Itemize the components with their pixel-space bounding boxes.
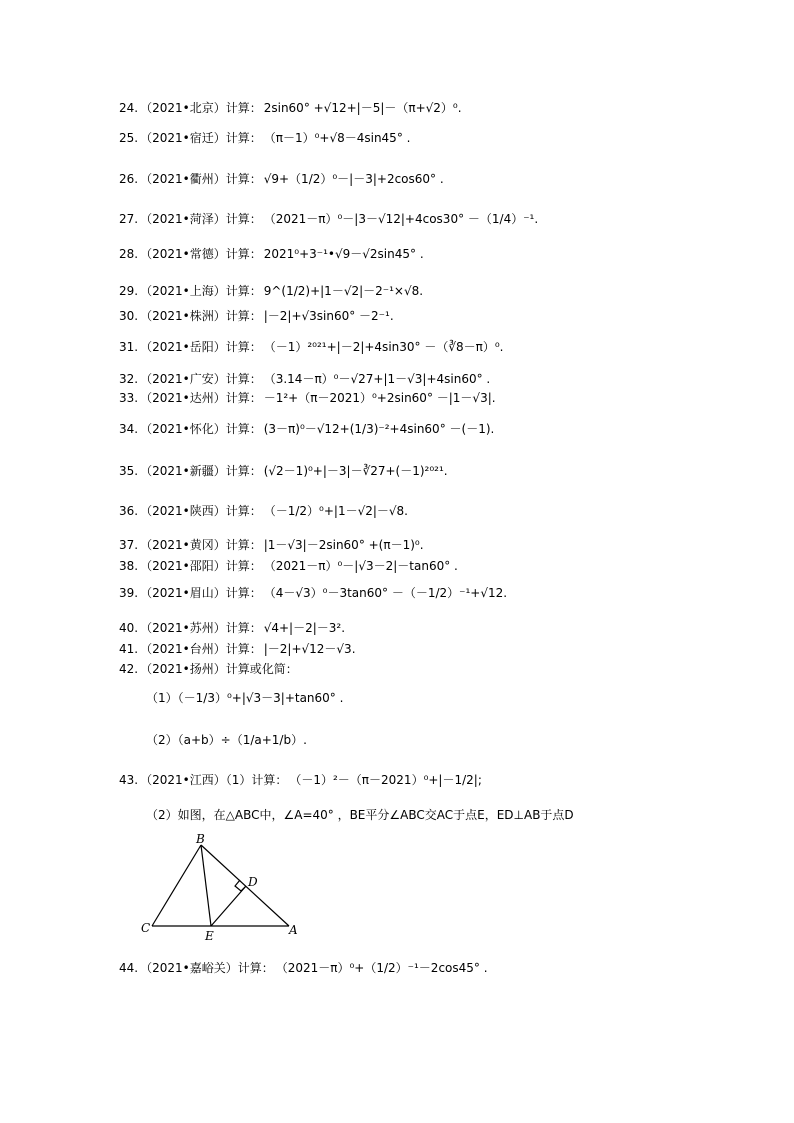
problem-number: 26.	[119, 172, 139, 186]
problem-number: 25.	[119, 131, 139, 145]
problem-source: （2021•江西）（1）计算：	[140, 773, 288, 787]
problem-source: （2021•上海）计算：	[140, 284, 262, 298]
problem-expression: （4－√3）⁰－3tan60° －（－1/2）⁻¹+√12.	[263, 586, 508, 600]
problem-37	[119, 537, 424, 553]
problem-43-part-2: （2）如图，在△ABC中，∠A=40° ，BE平分∠ABC交AC于点E，ED⊥AB于点D	[146, 808, 574, 822]
triangle-figure	[138, 832, 308, 944]
problem-source: （2021•达州）计算：	[140, 391, 262, 405]
problem-29	[119, 283, 423, 299]
problem-expression: （2021－π）⁰－|√3－2|－tan60° .	[263, 559, 458, 573]
problem-source: （2021•岳阳）计算：	[140, 340, 262, 354]
problem-39	[119, 585, 507, 601]
problem-34	[119, 421, 494, 437]
problem-source: （2021•眉山）计算：	[140, 586, 262, 600]
problem-source: （2021•常德）计算：	[140, 247, 262, 261]
problem-24	[119, 100, 462, 116]
problem-32	[119, 371, 490, 387]
problem-number: 34.	[119, 422, 139, 436]
problem-source: （2021•菏泽）计算：	[140, 212, 262, 226]
problem-source: （2021•邵阳）计算：	[140, 559, 262, 573]
problem-source: （2021•苏州）计算：	[140, 621, 262, 635]
label-d: D	[248, 875, 258, 889]
problem-expression: |1－√3|－2sin60° +(π－1)⁰.	[263, 538, 424, 552]
problem-number: 42.	[119, 662, 139, 676]
problem-expression: （－1/2）⁰+|1－√2|－√8.	[263, 504, 408, 518]
problem-number: 39.	[119, 586, 139, 600]
label-c: C	[141, 921, 151, 935]
problem-expression: |－2|+√12－√3.	[263, 642, 356, 656]
problem-number: 38.	[119, 559, 139, 573]
problem-expression: (√2－1)⁰+|－3|－∛27+(－1)²⁰²¹.	[263, 464, 448, 478]
segment-be	[201, 845, 211, 926]
segment-ed	[211, 886, 246, 926]
problem-number: 31.	[119, 340, 139, 354]
problem-25	[119, 130, 410, 146]
problem-expression: 2021⁰+3⁻¹•√9－√2sin45° .	[263, 247, 424, 261]
problem-number: 44.	[119, 961, 139, 975]
problem-source: （2021•陕西）计算：	[140, 504, 262, 518]
problem-31	[119, 339, 503, 355]
problem-expression: 9^(1/2)+|1－√2|－2⁻¹×√8.	[263, 284, 424, 298]
problem-30	[119, 308, 394, 324]
problem-41	[119, 641, 356, 657]
problem-number: 27.	[119, 212, 139, 226]
problem-35	[119, 463, 448, 479]
problem-source: （2021•北京）计算：	[140, 101, 262, 115]
problem-36	[119, 503, 408, 519]
problem-43	[119, 772, 482, 788]
problem-number: 33.	[119, 391, 139, 405]
problem-expression: （π－1）⁰+√8－4sin45° .	[263, 131, 411, 145]
problem-expression: （3.14－π）⁰－√27+|1－√3|+4sin60° .	[263, 372, 491, 386]
problem-number: 43.	[119, 773, 139, 787]
problem-source: （2021•台州）计算：	[140, 642, 262, 656]
problem-expression: －1²+（π－2021）⁰+2sin60° －|1－√3|.	[263, 391, 496, 405]
problem-44	[119, 960, 488, 976]
problem-source: （2021•嘉峪关）计算：	[140, 961, 274, 975]
problem-expression: |－2|+√3sin60° －2⁻¹.	[263, 309, 394, 323]
segment-ab	[201, 845, 289, 926]
problem-number: 40.	[119, 621, 139, 635]
problem-33	[119, 390, 496, 406]
problem-number: 32.	[119, 372, 139, 386]
problem-number: 24.	[119, 101, 139, 115]
problem-27	[119, 211, 538, 227]
problem-source: （2021•广安）计算：	[140, 372, 262, 386]
problem-expression: （2021－π）⁰－|3－√12|+4cos30° －（1/4）⁻¹.	[263, 212, 539, 226]
problem-number: 29.	[119, 284, 139, 298]
problem-source: （2021•株洲）计算：	[140, 309, 262, 323]
problem-expression: √9+（1/2）⁰－|－3|+2cos60° .	[263, 172, 444, 186]
problem-42	[119, 661, 300, 677]
problem-number: 35.	[119, 464, 139, 478]
problem-expression: （－1）²－（π－2021）⁰+|－1/2|;	[289, 773, 482, 787]
segment-bc	[152, 845, 201, 926]
problem-number: 37.	[119, 538, 139, 552]
problem-expression: （－1）²⁰²¹+|－2|+4sin30° －（∛8－π）⁰.	[263, 340, 504, 354]
problem-number: 36.	[119, 504, 139, 518]
problem-source: （2021•扬州）计算或化简：	[140, 662, 298, 676]
problem-42-part-2: （2）（a+b）÷（1/a+1/b）.	[146, 733, 307, 747]
problem-expression: (3－π)⁰－√12+(1/3)⁻²+4sin60° －(－1).	[263, 422, 495, 436]
problem-source: （2021•宿迁）计算：	[140, 131, 262, 145]
problem-40	[119, 620, 345, 636]
problem-source: （2021•衢州）计算：	[140, 172, 262, 186]
problem-26	[119, 171, 444, 187]
problem-28	[119, 246, 424, 262]
problem-number: 41.	[119, 642, 139, 656]
problem-source: （2021•怀化）计算：	[140, 422, 262, 436]
label-e: E	[205, 929, 214, 943]
problem-number: 28.	[119, 247, 139, 261]
label-b: B	[196, 832, 205, 846]
problem-expression: （2021－π）⁰+（1/2）⁻¹－2cos45° .	[275, 961, 488, 975]
problem-source: （2021•新疆）计算：	[140, 464, 262, 478]
problem-number: 30.	[119, 309, 139, 323]
problem-42-part-1: （1）（－1/3）⁰+|√3－3|+tan60° .	[146, 691, 344, 705]
problem-source: （2021•黄冈）计算：	[140, 538, 262, 552]
problem-expression: √4+|－2|－3².	[263, 621, 346, 635]
label-a: A	[289, 923, 298, 937]
problem-38	[119, 558, 458, 574]
problem-expression: 2sin60° +√12+|－5|－（π+√2）⁰.	[263, 101, 462, 115]
